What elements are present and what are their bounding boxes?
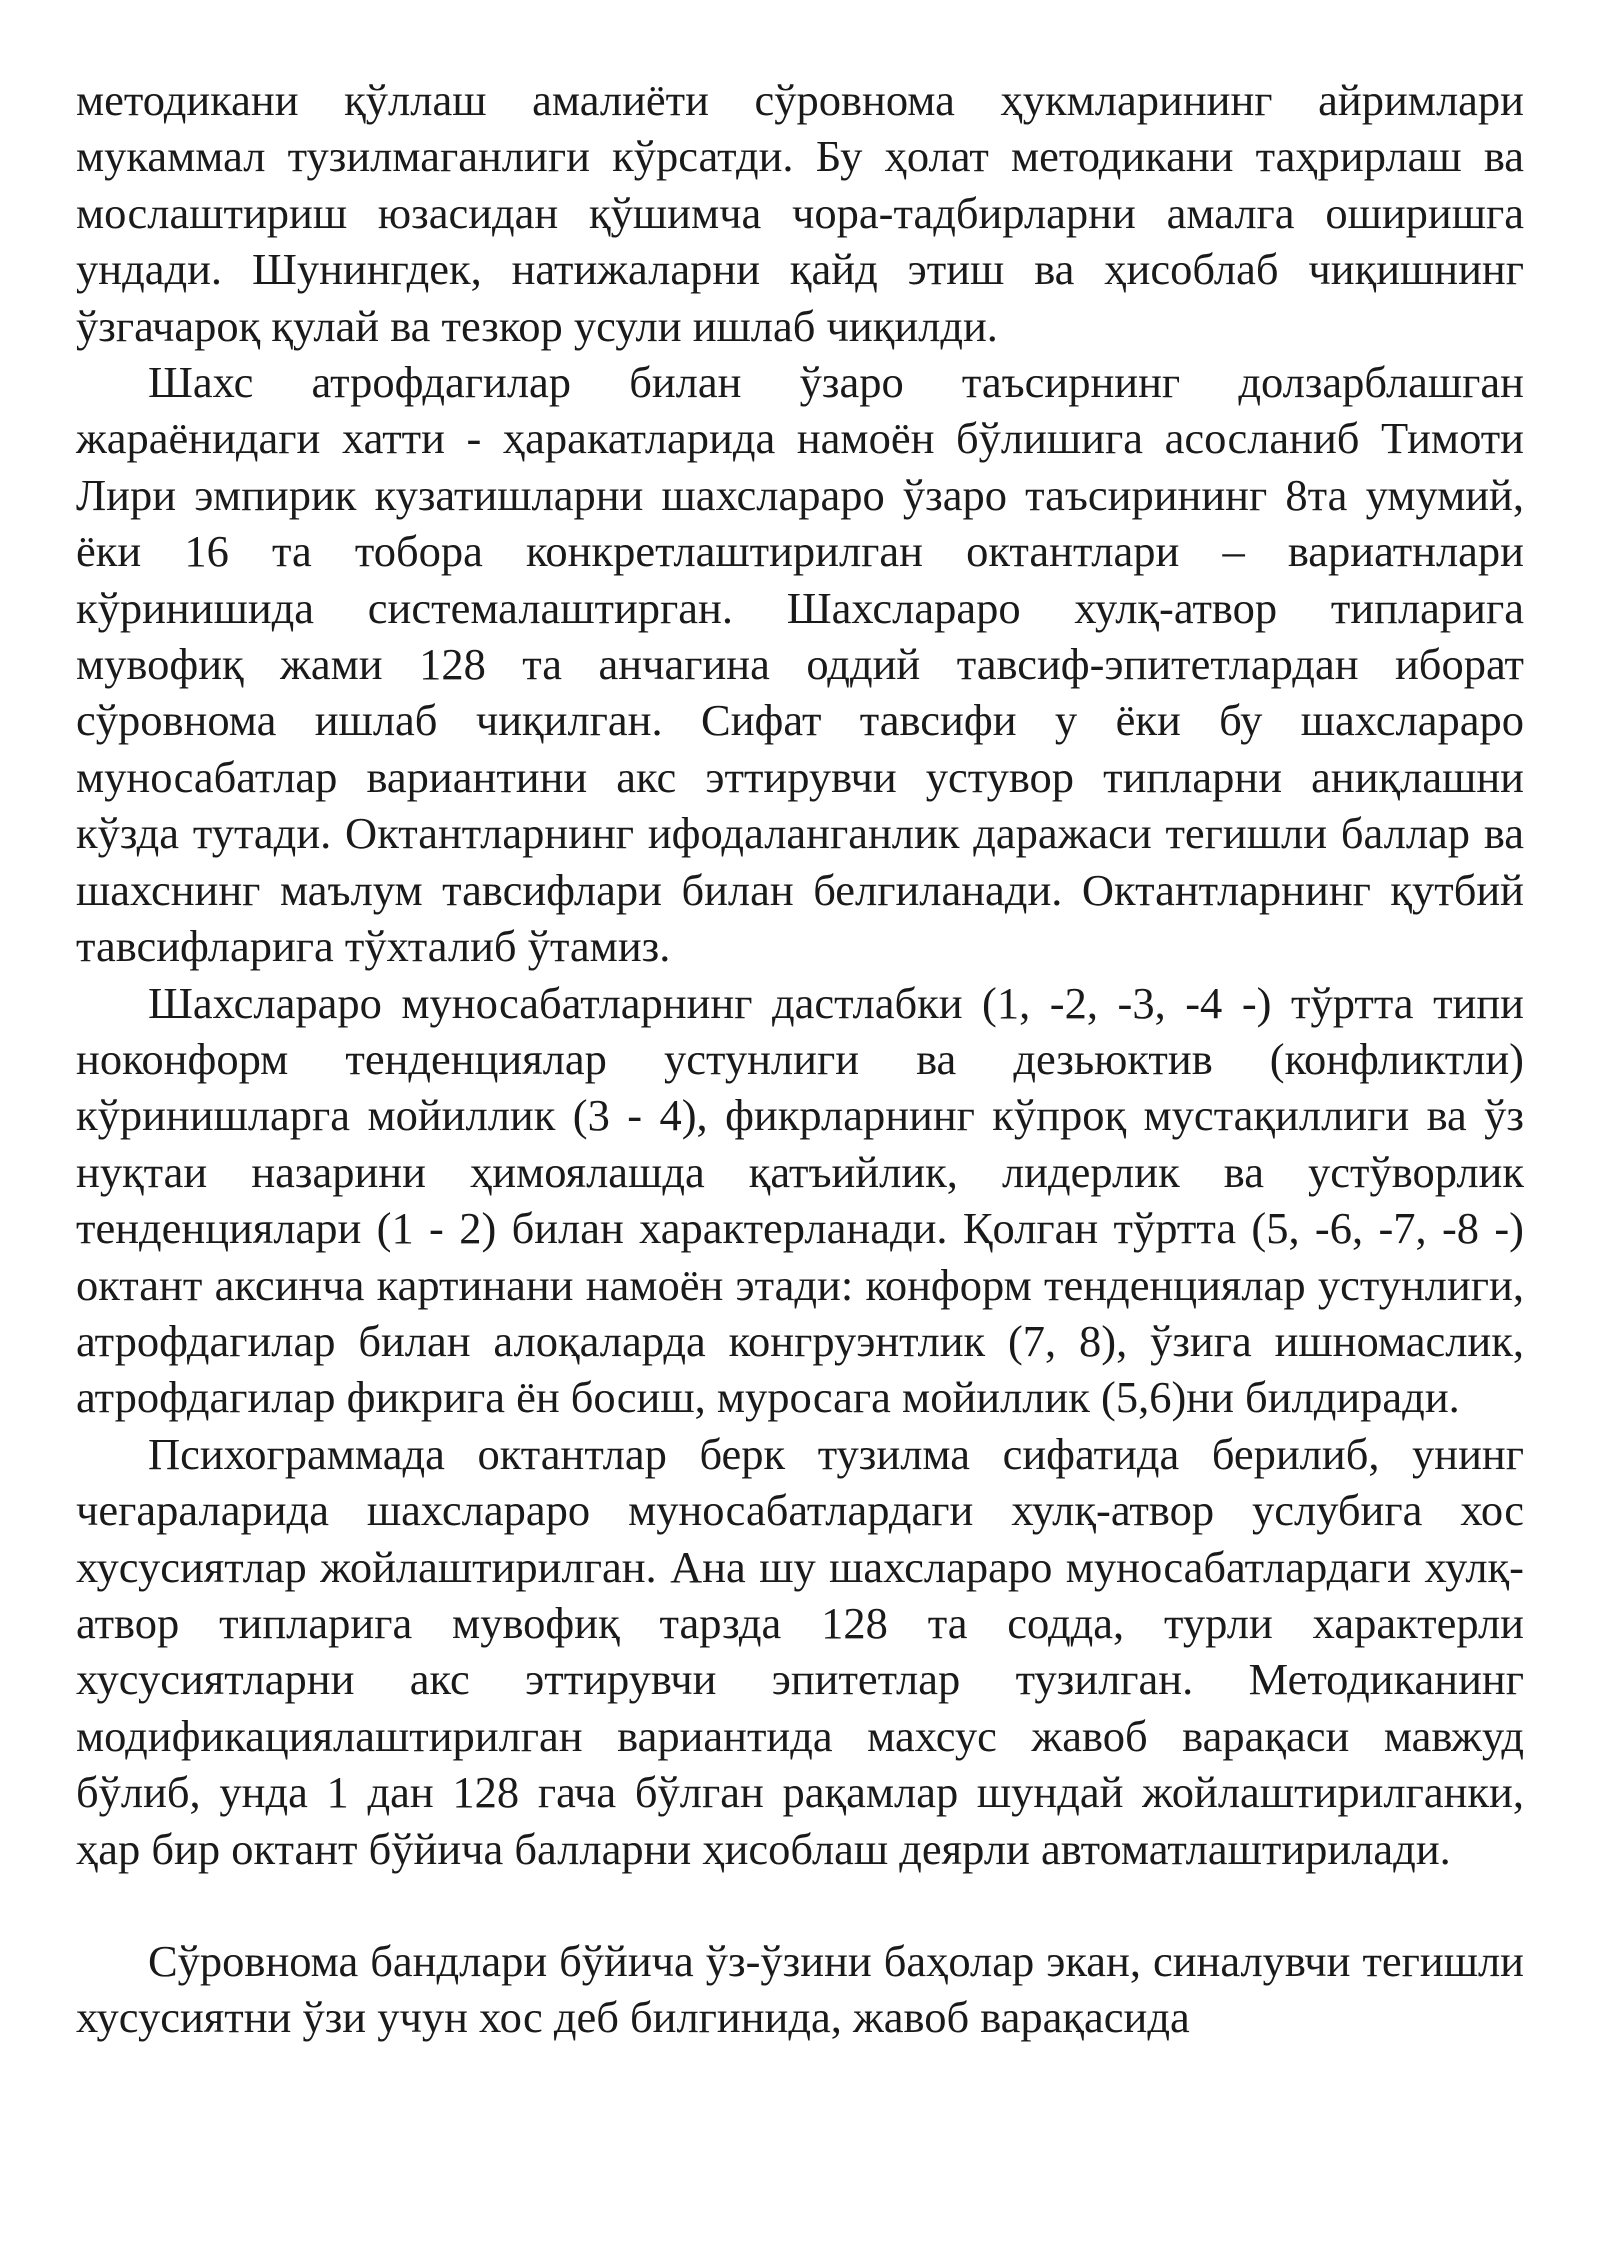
document-page — [76, 72, 1524, 2046]
paragraph-4: Психограммада октантлар берк тузилма сифатида берилиб, унинг чегараларида шахслараро муносабатлардаги хулқ-атвор услубига хос хусусиятлар жойлаштирилган. Ана шу шахслараро муносабатлардаги хулқ-атвор типларига мувофиқ тарзда 128 та содда, турли характерли хусусиятларни акс эттирувчи эпитетлар тузилган. Методиканинг модификациялаштирилган вариантида махсус жавоб варақаси мавжуд бўлиб, унда 1 дан 128 гача бўлган рақамлар шундай жойлаштирилганки, ҳар бир октант бўйича балларни ҳисоблаш деярли автоматлаштирилади. — [76, 1428, 1524, 1874]
paragraph-2: Шахс атрофдагилар билан ўзаро таъсирнинг долзарблашган жараёнидаги хатти - ҳаракатларида намоён бўлишига асосланиб Тимоти Лири эмпирик кузатишларни шахслараро ўзаро таъсирининг 8та умумий, ёки 16 та тобора конкретлаштирилган октантлари – вариатнлари кўринишида системалаштирган. Шахслараро хулқ-атвор типларига мувофиқ жами 128 та анчагина оддий тавсиф-эпитетлардан иборат сўровнома ишлаб чиқилган. Сифат тавсифи у ёки бу шахслараро муносабатлар вариантини акс эттирувчи устувор типларни аниқлашни кўзда тутади. Октантларнинг ифодаланганлик даражаси тегишли баллар ва шахснинг маълум тавсифлари билан белгиланади. Октантларнинг қутбий тавсифларига тўхталиб ўтамиз. — [76, 357, 1524, 972]
paragraph-spacer — [76, 1877, 1524, 1933]
paragraph-1: методикани қўллаш амалиёти сўровнома ҳукмларининг айримлари мукаммал тузилмаганлиги кўрсатди. Бу ҳолат методикани таҳрирлаш ва мослаштириш юзасидан қўшимча чора-тадбирларни амалга оширишга ундади. Шунингдек, натижаларни қайд этиш ва ҳисоблаб чиқишнинг ўзгачароқ қулай ва тезкор усули ишлаб чиқилди. — [76, 75, 1524, 351]
paragraph-5: Сўровнома бандлари бўйича ўз-ўзини баҳолар экан, синалувчи тегишли хусусиятни ўзи учун хос деб билгинида, жавоб варақасида — [76, 1936, 1524, 2043]
paragraph-3: Шахслараро муносабатларнинг дастлабки (1, -2, -3, -4 -) тўртта типи ноконформ тенденциялар устунлиги ва дезьюктив (конфликтли) кўринишларга мойиллик (3 - 4), фикрларнинг кўпроқ мустақиллиги ва ўз нуқтаи назарини ҳимоялашда қатъийлик, лидерлик ва устўворлик тенденциялари (1 - 2) билан характерланади. Қолган тўртта (5, -6, -7, -8 -) октант аксинча картинани намоён этади: конформ тенденциялар устунлиги, атрофдагилар билан алоқаларда конгруэнтлик (7, 8), ўзига ишномаслик, атрофдагилар фикрига ён босиш, муросага мойиллик (5,6)ни билдиради. — [76, 977, 1524, 1423]
